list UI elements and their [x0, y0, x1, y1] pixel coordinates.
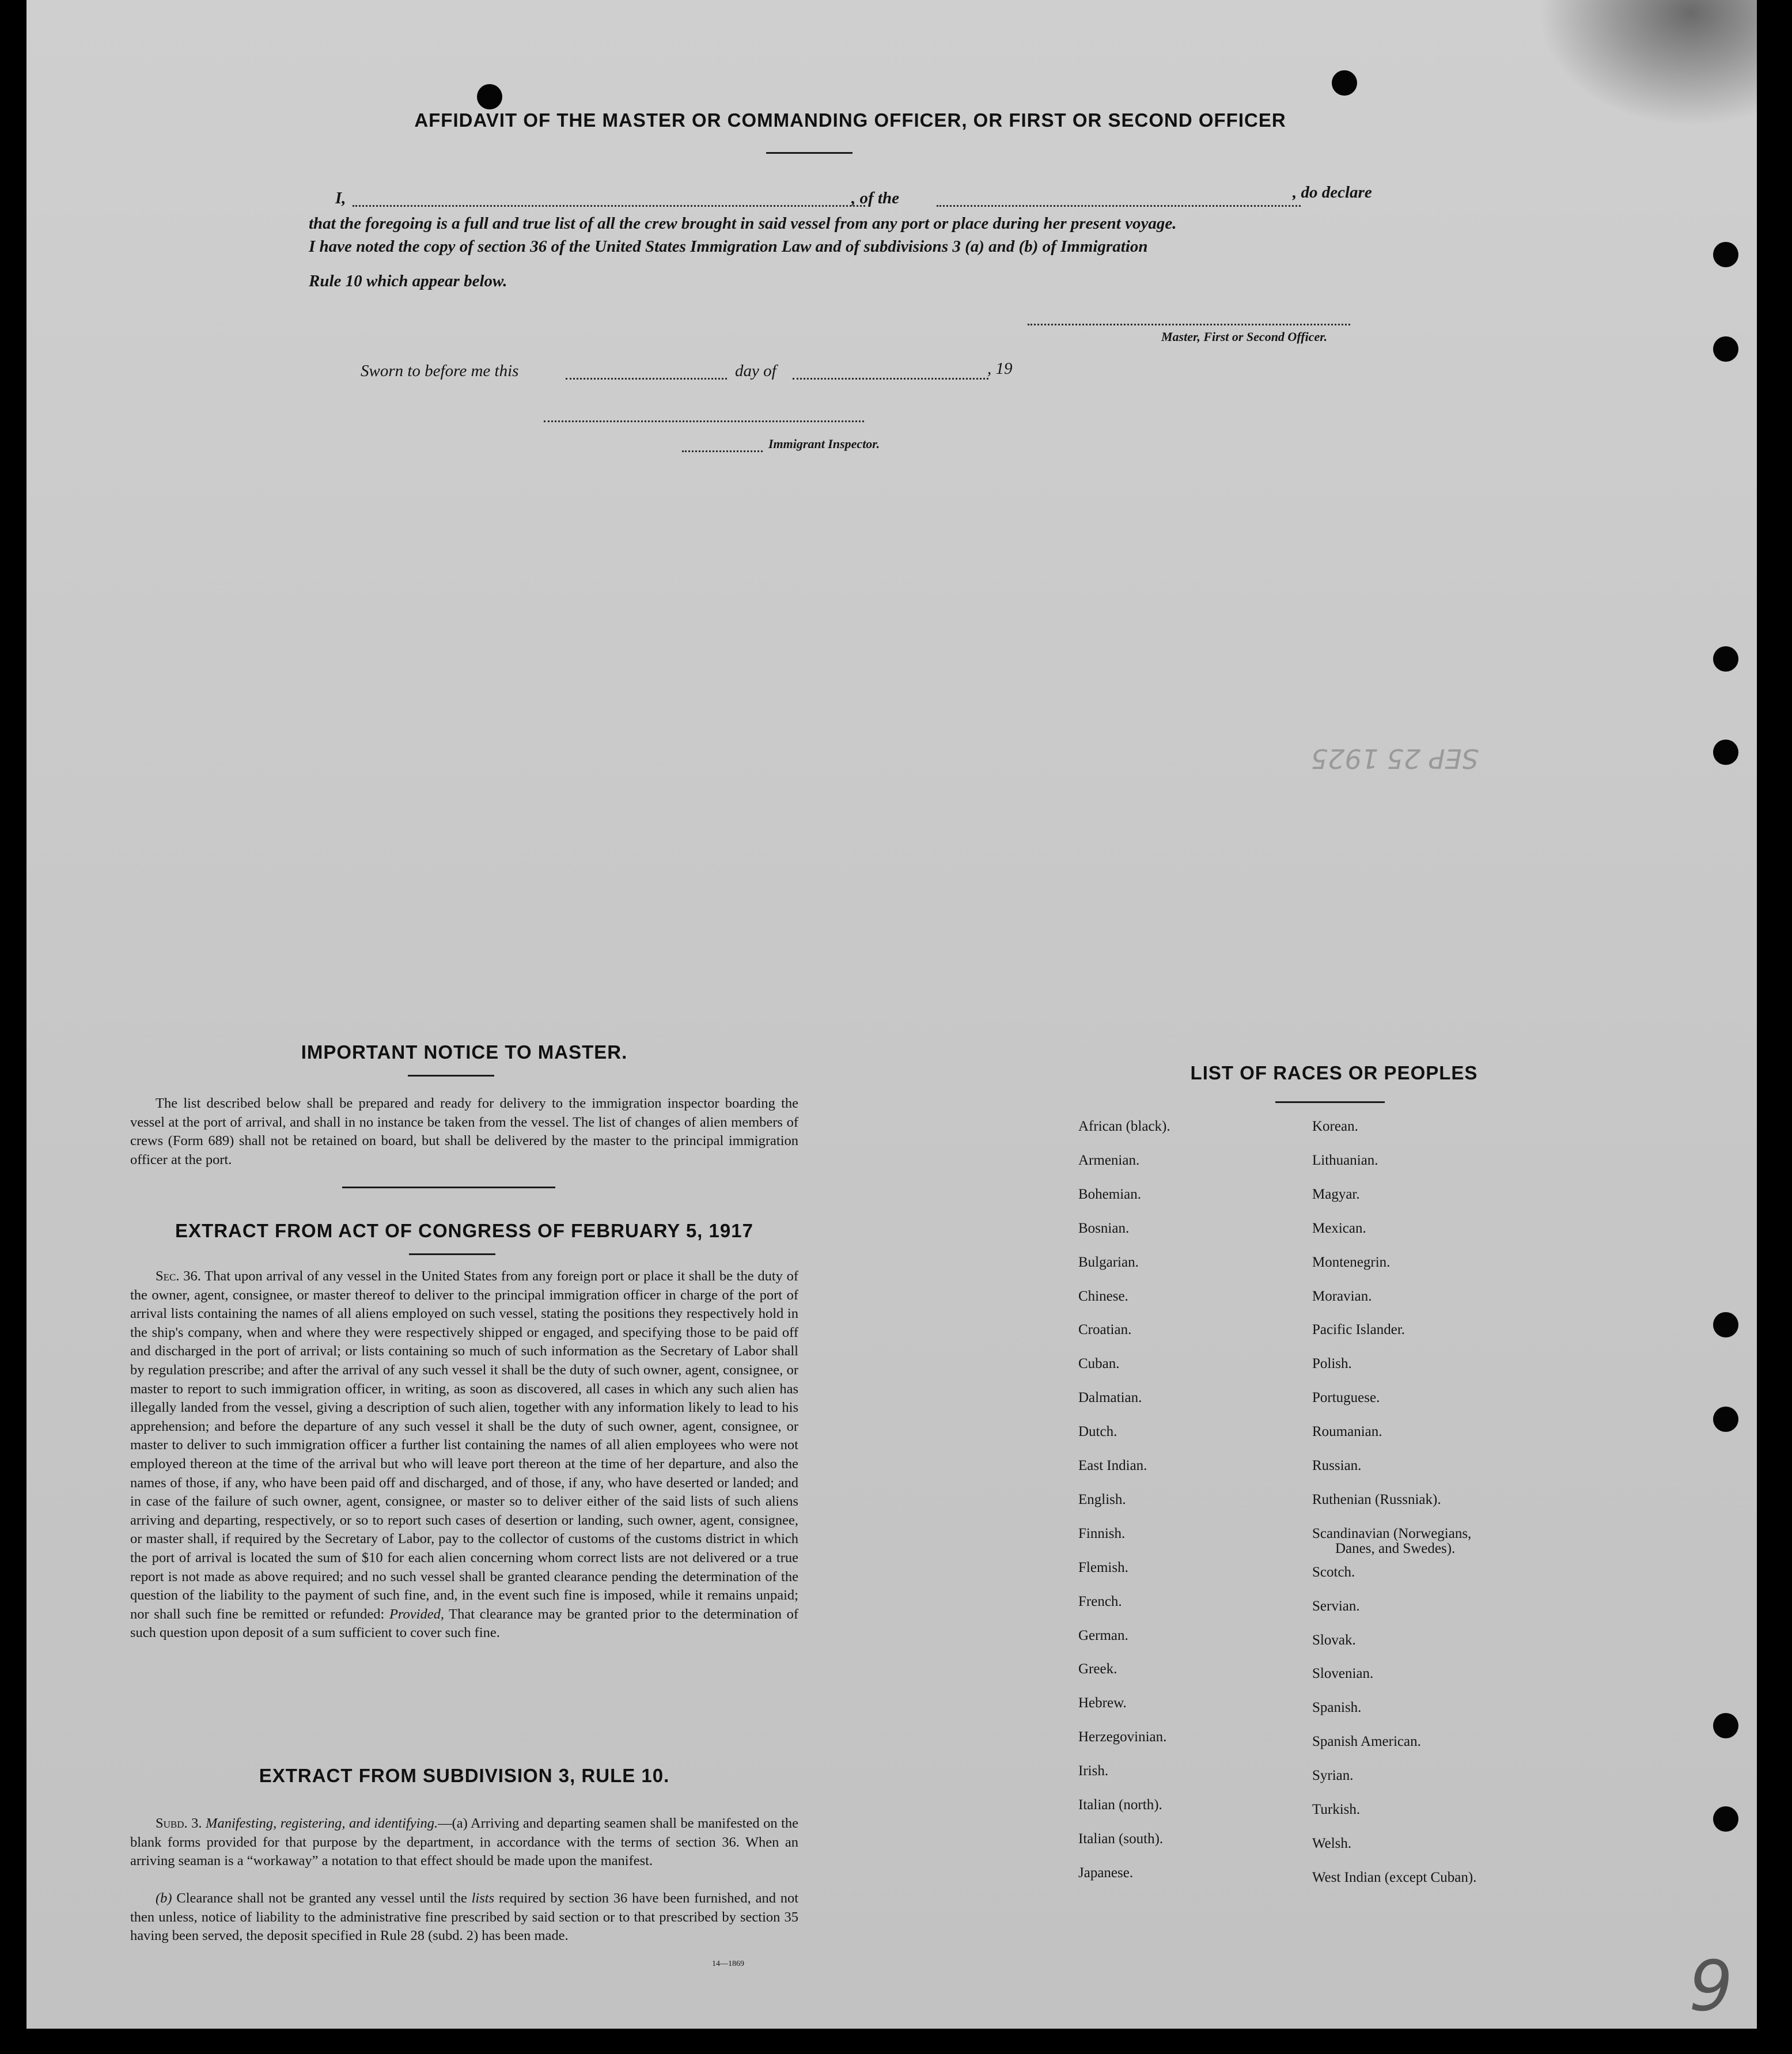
subd-b-text-2: required by section 36 have been furnished, and not then unless, notice of liability to the administrative fine prescribed by said section or to that prescribed by section 35 having been served, the deposit specified in Rule 28 (subd. 2) has been made.: [130, 1890, 799, 1944]
subd-b-label: (b): [156, 1890, 172, 1906]
section-36-text: [130, 1267, 798, 1643]
declaration-line-3: I have noted the copy of section 36 of the United States Immigration Law and of subdivisions 3 (a) and (b) of Immigration: [309, 237, 1148, 256]
punch-hole: [1713, 1713, 1738, 1738]
subdivision-a: [130, 1814, 798, 1871]
form-number: 14—1869: [712, 1960, 744, 1968]
declaration-line-2: that the foregoing is a full and true list of all the crew brought in said vessel from any port or place during her present voyage.: [309, 214, 1177, 233]
declarant-prefix: I,: [335, 189, 346, 207]
race-item: Welsh.: [1312, 1835, 1352, 1851]
race-item: Italian (north).: [1078, 1797, 1162, 1813]
section-body-end: That clearance may be granted prior to the determination of such question upon deposit of a sum sufficient to cover such fine.: [130, 1606, 798, 1641]
subdivision-b: [130, 1889, 798, 1946]
race-item: Pacific Islander.: [1312, 1322, 1405, 1338]
punch-hole: [1713, 1806, 1738, 1832]
race-item: Cuban.: [1078, 1356, 1120, 1372]
race-item: Mexican.: [1312, 1220, 1366, 1236]
day-of-text: day of: [735, 362, 776, 380]
act-title: EXTRACT FROM ACT OF CONGRESS OF FEBRUARY 5, 1917: [175, 1220, 753, 1241]
declare-text: , do declare: [1293, 183, 1372, 202]
races-right-column: [1312, 1119, 1560, 1890]
punch-hole: [1713, 646, 1738, 672]
officer-signature-field[interactable]: [1028, 324, 1350, 325]
section-body: That upon arrival of any vessel in the United States from any foreign port or place it shall be the duty of the owner, agent, consignee, or master thereof to deliver to the principal immigration officer in charge of the port of arrival lists containing the names of all aliens employed on such vessel, stating the positions they respectively hold in the ship's company, when and where they were respectively shipped or engaged, and specifying those to be paid off and discharged in the port of arrival; or lists containing so much of such information as the Secretary of Labor shall by regulation prescribe; and after the arrival of any such vessel it shall be the duty of such owner, agent, consignee, or master to report to such immigration officer, in writing, as soon as discovered, all cases in which any such alien has illegally landed from the vessel, giving a description of such alien, together with any information likely to lead to his apprehension; and before the departure of any such vessel it shall be the duty of such owner, agent, consignee, or master to deliver to such immigration officer a further list containing the names of all alien employees who were not employed thereon at the time of the arrival but who will leave port thereon at the time of her departure, and also the names of those, if any, who have been paid off and discharged, and of those, if any, who have deserted or landed; and in case of the failure of such owner, agent, consignee, or master so to deliver either of the said lists of such aliens arriving and departing, respectively, or so to report such cases of desertion or landing, such owner, agent, consignee, or master shall, if required by the Secretary of Labor, pay to the collector of customs of the customs district in which the port of arrival is located the sum of $10 for each alien concerning whom correct lists are not delivered or a true report is not made as above required; and no such vessel shall be granted clearance pending the determination of the question of the liability to the payment of such fine, and, in the event such fine is imposed, while it remains unpaid; nor shall such fine be remitted or refunded:: [130, 1268, 799, 1622]
race-item: Scandinavian (Norwegians,: [1312, 1525, 1472, 1541]
race-item: Korean.: [1312, 1119, 1358, 1134]
race-item: Slovenian.: [1312, 1666, 1374, 1682]
notice-separator: [342, 1187, 555, 1188]
punch-hole: [1713, 242, 1738, 267]
inspector-signature-field[interactable]: [544, 420, 864, 422]
declaration-line-4: Rule 10 which appear below.: [309, 272, 507, 290]
act-divider: [409, 1253, 495, 1255]
race-item: Italian (south).: [1078, 1831, 1164, 1847]
sworn-month-field[interactable]: [793, 378, 988, 380]
race-item: Greek.: [1078, 1661, 1117, 1677]
race-item: Portuguese.: [1312, 1390, 1380, 1406]
race-item: Croatian.: [1078, 1322, 1132, 1338]
notice-body: The list described below shall be prepared and ready for delivery to the immigration inspector boarding the vessel at the port of arrival, and shall in no instance be taken from the vessel. The list of changes of alien members of crews (Form 689) shall not be retained on board, but shall be delivered by the master to the principal immigration officer at the port.: [130, 1096, 798, 1168]
race-item: Spanish.: [1312, 1700, 1362, 1716]
rule-title: EXTRACT FROM SUBDIVISION 3, RULE 10.: [259, 1765, 670, 1786]
race-item-continuation: Danes, and Swedes).: [1335, 1540, 1456, 1556]
of-the-text: , of the: [851, 189, 899, 207]
race-item: West Indian (except Cuban).: [1312, 1869, 1477, 1885]
race-item: Montenegrin.: [1312, 1254, 1391, 1270]
race-item: Dutch.: [1078, 1424, 1117, 1440]
subd-heading: Manifesting, registering, and identifying.: [206, 1816, 438, 1831]
inspector-short-line: [682, 450, 763, 452]
race-item: German.: [1078, 1627, 1128, 1643]
notice-divider: [408, 1075, 494, 1077]
race-item: Scotch.: [1312, 1564, 1355, 1580]
race-item: Servian.: [1312, 1598, 1360, 1614]
punch-hole: [1713, 336, 1738, 362]
sworn-year-text: , 19: [987, 359, 1013, 378]
sworn-day-field[interactable]: [566, 378, 727, 380]
race-item: Irish.: [1078, 1763, 1109, 1779]
race-item: Finnish.: [1078, 1525, 1126, 1541]
subd-b-lists: lists: [471, 1890, 495, 1906]
race-item: Japanese.: [1078, 1864, 1134, 1881]
officer-signature-label: Master, First or Second Officer.: [1161, 329, 1328, 344]
subd-a-text: —(a) Arriving and departing seamen shall be manifested on the blank forms provided for that purpose by the department, in accordance with the terms of section 36. When an arriving seaman is a “workaway” a notation to that effect should be made upon the manifest.: [130, 1816, 798, 1869]
declarant-name-field[interactable]: [353, 205, 865, 207]
subd-b-text-1: Clearance shall not be granted any vessel until the: [176, 1890, 467, 1906]
pencil-mark: 9: [1689, 1947, 1733, 2027]
race-item: Bulgarian.: [1078, 1254, 1139, 1270]
punch-hole: [1332, 70, 1357, 96]
race-item: Russian.: [1312, 1458, 1362, 1473]
race-item: Turkish.: [1312, 1802, 1361, 1817]
race-item: African (black).: [1078, 1119, 1170, 1134]
notice-title: IMPORTANT NOTICE TO MASTER.: [301, 1041, 628, 1063]
subd-label: Subd. 3.: [156, 1816, 202, 1831]
race-item: Herzegovinian.: [1078, 1729, 1167, 1745]
race-item: French.: [1078, 1593, 1122, 1609]
race-item: Flemish.: [1078, 1559, 1128, 1575]
section-label: Sec. 36.: [156, 1268, 201, 1284]
punch-hole: [1713, 1312, 1738, 1337]
races-left-column: [1078, 1119, 1320, 1890]
race-item: Spanish American.: [1312, 1734, 1421, 1750]
punch-hole: [1713, 740, 1738, 765]
page-fold-shadow: [1538, 0, 1757, 127]
race-item: Bosnian.: [1078, 1220, 1130, 1236]
title-divider: [766, 152, 853, 154]
race-item: Moravian.: [1312, 1288, 1372, 1304]
race-item: Roumanian.: [1312, 1424, 1382, 1440]
races-divider: [1275, 1101, 1385, 1103]
race-item: Syrian.: [1312, 1768, 1354, 1784]
race-item: Armenian.: [1078, 1152, 1140, 1168]
document-page: [26, 0, 1757, 2029]
race-item: Bohemian.: [1078, 1186, 1142, 1202]
punch-hole: [1713, 1407, 1738, 1432]
affidavit-title: AFFIDAVIT OF THE MASTER OR COMMANDING OFFICER, OR FIRST OR SECOND OFFICER: [414, 109, 1286, 131]
race-item: East Indian.: [1078, 1458, 1147, 1473]
vessel-name-field[interactable]: [937, 205, 1301, 207]
race-item: Slovak.: [1312, 1632, 1356, 1648]
inspector-label: Immigrant Inspector.: [768, 437, 880, 451]
race-item: Polish.: [1312, 1356, 1352, 1372]
race-item: Ruthenian (Russniak).: [1312, 1491, 1441, 1507]
race-item: English.: [1078, 1491, 1126, 1507]
race-item: Magyar.: [1312, 1186, 1360, 1202]
sworn-prefix: Sworn to before me this: [361, 362, 519, 380]
date-stamp: SEP 25 1925: [1311, 743, 1479, 774]
race-item: Dalmatian.: [1078, 1390, 1142, 1406]
punch-hole: [477, 84, 502, 109]
race-item: Chinese.: [1078, 1288, 1128, 1304]
races-title: LIST OF RACES OR PEOPLES: [1190, 1062, 1478, 1083]
provided-word: Provided,: [389, 1606, 444, 1622]
race-item: Lithuanian.: [1312, 1152, 1378, 1168]
race-item: Hebrew.: [1078, 1695, 1127, 1711]
